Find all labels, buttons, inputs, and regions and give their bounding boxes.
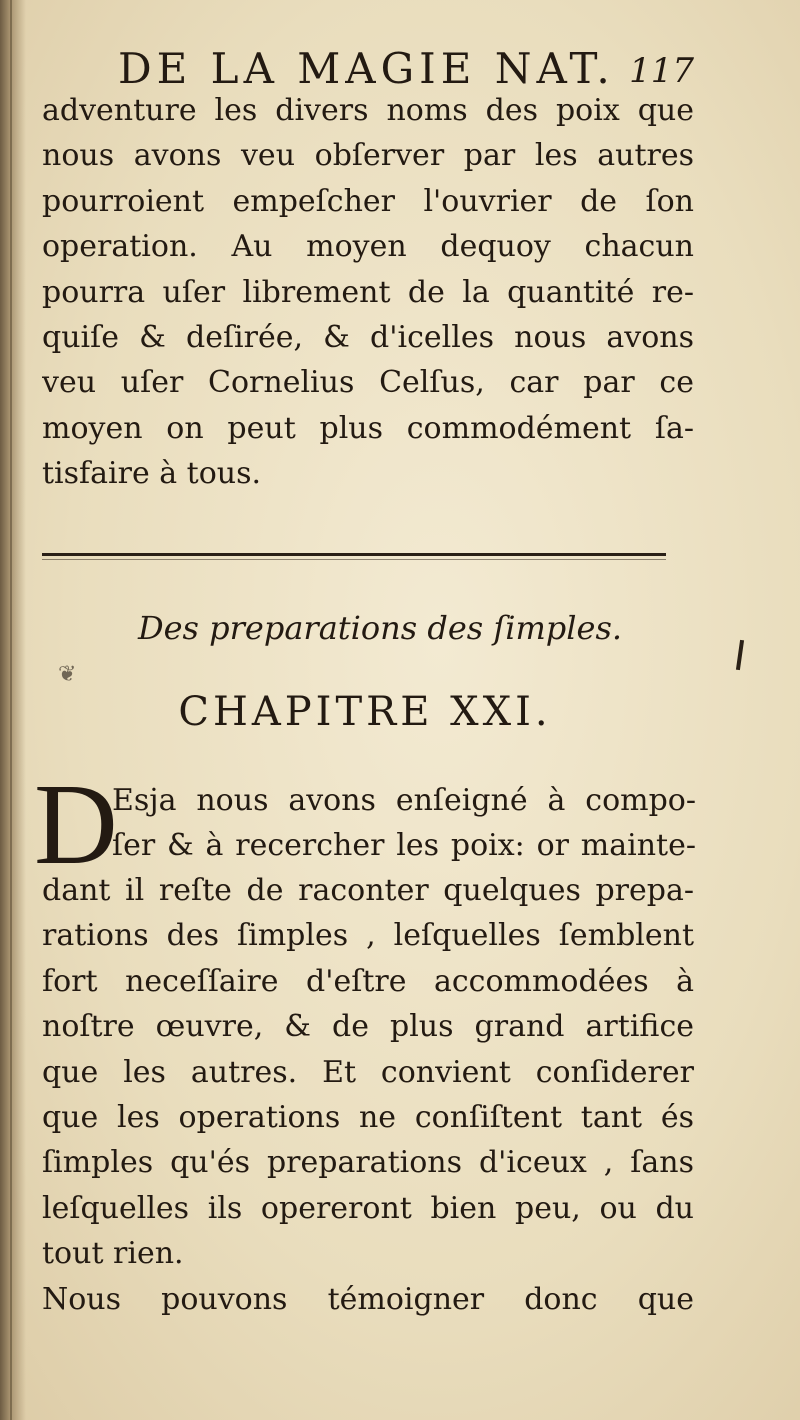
chapter-body	[42, 868, 694, 1322]
text-line: Nous pouvons témoigner donc que	[42, 1281, 694, 1317]
section-divider-rule-thin	[42, 559, 666, 560]
text-line: pourra uſer librement de la quantité re-	[42, 274, 694, 310]
running-title: DE LA MAGIE NAT.	[118, 44, 615, 93]
text-line: que les autres. Et convient conſiderer	[42, 1054, 694, 1090]
text-line: quiſe & deſirée, & d'icelles nous avons	[42, 319, 694, 355]
text-line: tout rien.	[42, 1236, 184, 1272]
running-head	[118, 44, 708, 94]
text-line: veu uſer Cornelius Celſus, car par ce	[42, 365, 694, 401]
text-line: que les operations ne conſiſtent tant és	[42, 1099, 694, 1135]
text-line: dant il reſte de raconter quelques prepa-	[42, 873, 694, 908]
section-title: Des preparations des ſimples.	[137, 609, 623, 647]
text-line: pourroient empeſcher l'ouvrier de ſon	[42, 183, 694, 219]
text-line: ſer & à recercher les poix: or mainte-	[112, 828, 696, 864]
text-line: ſimples qu'és preparations d'iceux , ſans	[42, 1145, 694, 1181]
text-line: noſtre œuvre, & de plus grand artifice	[42, 1009, 694, 1045]
printer-ornament-icon: ❦	[58, 662, 77, 687]
chapter-title: CHAPITRE XXI.	[178, 689, 552, 735]
drop-cap-lines	[112, 778, 696, 869]
text-line: operation. Au moyen dequoy chacun	[42, 229, 694, 265]
drop-cap-initial: D	[34, 761, 118, 889]
text-line: moyen on peut plus commodément ſa-	[42, 410, 694, 446]
text-line: rations des ſimples , leſquelles ſemblent	[42, 918, 694, 954]
text-line: tisfaire à tous.	[42, 456, 262, 492]
text-line: adventure les divers noms des poix que	[42, 93, 694, 128]
text-line: nous avons veu obſerver par les autres	[42, 138, 694, 174]
top-paragraph	[42, 88, 694, 497]
text-line: Esja nous avons enſeigné à compo-	[112, 783, 696, 818]
text-line: leſquelles ils opereront bien peu, ou du	[42, 1190, 694, 1226]
section-divider-rule	[42, 553, 666, 556]
text-line: fort neceſſaire d'eſtre accommodées à	[42, 963, 694, 999]
page-number: 117	[629, 51, 694, 91]
